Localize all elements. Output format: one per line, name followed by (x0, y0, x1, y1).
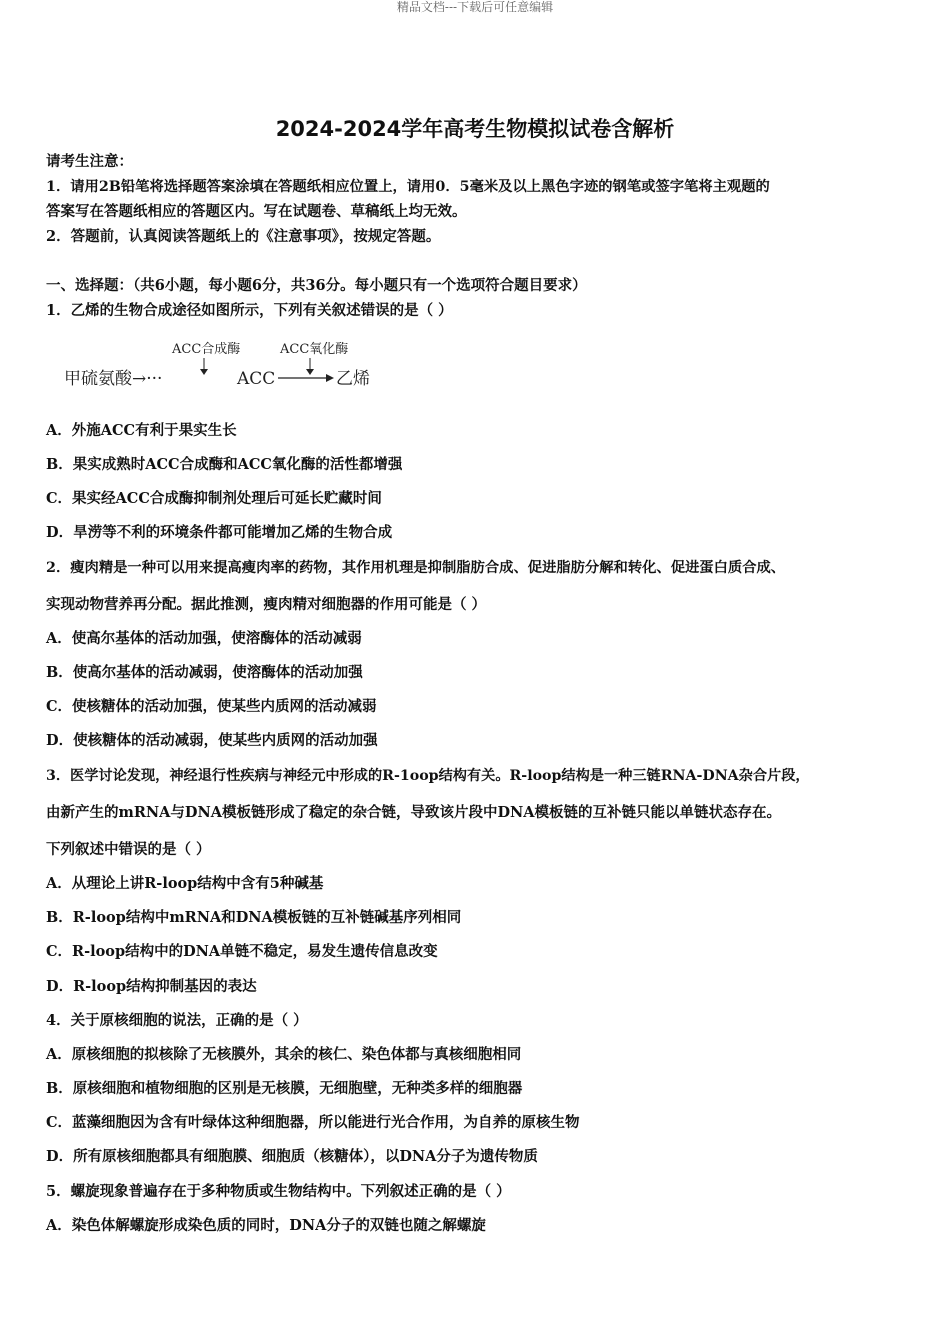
q2-option-b: B．使高尔基体的活动减弱，使溶酶体的活动加强 (46, 664, 363, 681)
section-heading: 一、选择题：（共6小题，每小题6分，共36分。每小题只有一个选项符合题目要求） (46, 277, 587, 294)
q4-stem: 4．关于原核细胞的说法，正确的是（ ） (46, 1012, 308, 1029)
q3-stem-line-1: 3．医学讨论发现，神经退行性疾病与神经元中形成的R-1oop结构有关。R-loop结构是一种三链RNA-DNA杂合片段， (46, 768, 810, 784)
diagram-end: 乙烯 (336, 369, 370, 389)
q5-stem: 5．螺旋现象普遍存在于多种物质或生物结构中。下列叙述正确的是（ ） (46, 1183, 511, 1200)
diagram-start: 甲硫氨酸→··· (64, 369, 163, 389)
q1-option-d: D．旱涝等不利的环境条件都可能增加乙烯的生物合成 (46, 524, 393, 541)
diagram-down-arrowhead-1 (200, 369, 208, 375)
notice-line-3: 2．答题前，认真阅读答题纸上的《注意事项》，按规定答题。 (46, 228, 441, 245)
diagram-enzyme-2: ACC氧化酶 (280, 342, 349, 357)
notice-line-1: 1．请用2B铅笔将选择题答案涂填在答题纸相应位置上，请用0．5毫米及以上黑色字迹的钢笔或签字笔将主观题的 (46, 179, 770, 195)
q3-stem-line-3: 下列叙述中错误的是（ ） (46, 841, 211, 858)
q5-option-a: A．染色体解螺旋形成染色质的同时，DNA分子的双链也随之解螺旋 (46, 1217, 486, 1234)
q3-option-a: A．从理论上讲R-loop结构中含有5种碱基 (46, 875, 324, 892)
q2-stem-line-1: 2．瘦肉精是一种可以用来提高瘦肉率的药物，其作用机理是抑制脂肪合成、促进脂肪分解和转化、促进蛋白质合成、 (46, 560, 786, 576)
page-title: 2024-2024学年高考生物模拟试卷含解析 (275, 117, 675, 141)
q3-option-d: D．R-loop结构抑制基因的表达 (46, 978, 257, 995)
q4-option-b: B．原核细胞和植物细胞的区别是无核膜，无细胞壁，无种类多样的细胞器 (46, 1080, 523, 1097)
q2-option-d: D．使核糖体的活动减弱，使某些内质网的活动加强 (46, 732, 378, 749)
diagram-down-arrowhead-2 (306, 369, 314, 375)
diagram-mid: ACC (237, 369, 276, 389)
q3-option-c: C．R-loop结构中的DNA单链不稳定，易发生遗传信息改变 (46, 943, 438, 960)
q1-option-c: C．果实经ACC合成酶抑制剂处理后可延长贮藏时间 (46, 490, 382, 507)
page-header: 精品文档---下载后可任意编辑 (396, 0, 554, 14)
notice-line-2: 答案写在答题纸相应的答题区内。写在试题卷、草稿纸上均无效。 (46, 203, 467, 220)
q1-option-a: A．外施ACC有利于果实生长 (46, 422, 237, 439)
q2-option-a: A．使高尔基体的活动加强，使溶酶体的活动减弱 (46, 630, 362, 647)
q1-option-b: B．果实成熟时ACC合成酶和ACC氧化酶的活性都增强 (46, 456, 403, 473)
q3-option-b: B．R-loop结构中mRNA和DNA模板链的互补链碱基序列相同 (46, 909, 462, 926)
q4-option-c: C．蓝藻细胞因为含有叶绿体这种细胞器，所以能进行光合作用，为自养的原核生物 (46, 1114, 580, 1131)
q3-stem-line-2: 由新产生的mRNA与DNA模板链形成了稳定的杂合链，导致该片段中DNA模板链的互补链只能以单链状态存在。 (46, 804, 782, 821)
diagram-arrowhead-2 (326, 374, 334, 382)
q1-stem: 1．乙烯的生物合成途径如图所示，下列有关叙述错误的是（ ） (46, 302, 453, 319)
q2-option-c: C．使核糖体的活动加强，使某些内质网的活动减弱 (46, 698, 377, 715)
q4-option-a: A．原核细胞的拟核除了无核膜外，其余的核仁、染色体都与真核细胞相同 (46, 1046, 522, 1063)
q4-option-d: D．所有原核细胞都具有细胞膜、细胞质（核糖体），以DNA分子为遗传物质 (46, 1148, 538, 1165)
diagram-enzyme-1: ACC合成酶 (172, 342, 241, 357)
notice-heading: 请考生注意： (46, 153, 133, 170)
q2-stem-line-2: 实现动物营养再分配。据此推测，瘦肉精对细胞器的作用可能是（ ） (46, 596, 487, 613)
ethylene-pathway-diagram (62, 336, 382, 396)
